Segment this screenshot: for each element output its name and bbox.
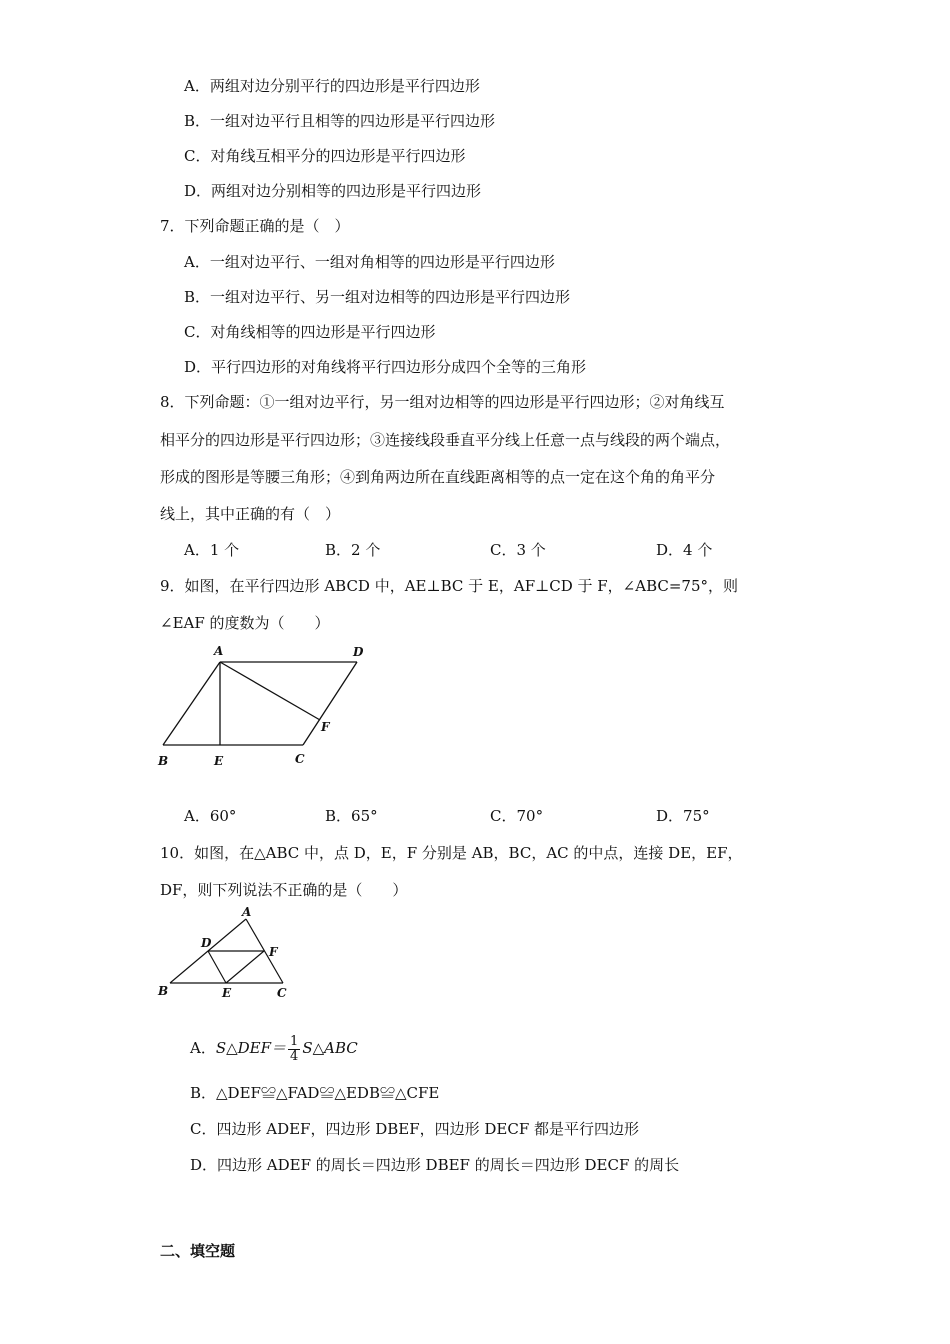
q9-stem-line2: ∠EAF 的度数为（ ） (160, 614, 330, 632)
q10-label-e: E (222, 986, 232, 1000)
q10-segment-de (208, 951, 226, 983)
q8-option-a: A．1 个 (184, 541, 240, 559)
section-title: 二、填空题 (160, 1242, 236, 1260)
q9-edge-ba (163, 662, 220, 745)
q9-label-f: F (321, 720, 330, 734)
q10-segment-ef (226, 951, 264, 983)
q9-label-b: B (158, 754, 169, 768)
q10-label-f: F (269, 945, 278, 959)
q8-stem-line2: 相平分的四边形是平行四边形；③连接线段垂直平分线上任意一点与线段的两个端点， (160, 431, 731, 449)
prev-option-b: B．一组对边平行且相等的四边形是平行四边形 (184, 112, 496, 130)
q8-option-c: C．3 个 (490, 541, 546, 559)
prev-option-d: D．两组对边分别相等的四边形是平行四边形 (184, 182, 482, 200)
q10-label-c: C (277, 986, 287, 1000)
q8-option-d: D．4 个 (656, 541, 713, 559)
prev-option-a: A．两组对边分别平行的四边形是平行四边形 (184, 77, 480, 95)
q10-option-a-prefix: A． (190, 1039, 216, 1057)
q9-label-e: E (214, 754, 224, 768)
q7-option-c: C．对角线相等的四边形是平行四边形 (184, 323, 436, 341)
q9-label-d: D (353, 645, 364, 659)
q10-option-a-numerator: 1 (290, 1033, 299, 1049)
q10-label-b: B (158, 984, 169, 998)
q9-option-b: B．65° (325, 807, 378, 825)
q10-stem-line2: DF，则下列说法不正确的是（ ） (160, 881, 408, 899)
q8-stem-line3: 形成的图形是等腰三角形；④到角两边所在直线距离相等的点一定在这个角的角平分 (160, 468, 716, 486)
q10-option-b: B．△DEF≌△FAD≌△EDB≌△CFE (190, 1084, 440, 1102)
q10-option-a-fraction (288, 1035, 300, 1064)
q10-label-a: A (242, 905, 252, 919)
q7-option-a: A．一组对边平行、一组对角相等的四边形是平行四边形 (184, 253, 555, 271)
q10-option-a-right: S△ABC (302, 1039, 358, 1057)
q9-option-a: A．60° (184, 807, 237, 825)
q10-triangle-figure (150, 902, 310, 1007)
q9-option-d: D．75° (656, 807, 710, 825)
q10-label-d: D (201, 936, 212, 950)
q8-option-b: B．2 个 (325, 541, 381, 559)
q10-option-d: D．四边形 ADEF 的周长＝四边形 DBEF 的周长＝四边形 DECF 的周长 (190, 1156, 680, 1174)
q7-option-b: B．一组对边平行、另一组对边相等的四边形是平行四边形 (184, 288, 571, 306)
q9-parallelogram-figure (150, 640, 380, 775)
q10-option-a-left: S△DEF＝ (215, 1039, 287, 1057)
q9-label-a: A (214, 644, 224, 658)
q7-option-d: D．平行四边形的对角线将平行四边形分成四个全等的三角形 (184, 358, 587, 376)
q7-stem: 7．下列命题正确的是（ ） (160, 217, 350, 235)
prev-option-c: C．对角线互相平分的四边形是平行四边形 (184, 147, 466, 165)
q9-option-c: C．70° (490, 807, 544, 825)
q8-stem-line4: 线上，其中正确的有（ ） (160, 505, 341, 523)
q10-option-c: C．四边形 ADEF，四边形 DBEF，四边形 DECF 都是平行四边形 (190, 1120, 640, 1138)
q9-label-c: C (295, 752, 305, 766)
q8-stem-line1: 8．下列命题：①一组对边平行，另一组对边相等的四边形是平行四边形；②对角线互 (160, 393, 725, 411)
q10-stem-line1: 10．如图，在△ABC 中，点 D，E，F 分别是 AB，BC，AC 的中点，连接 DE，EF， (160, 844, 743, 862)
q10-option-a-denominator: 4 (290, 1048, 299, 1064)
q10-option-a (190, 1034, 358, 1064)
q9-stem-line1: 9．如图，在平行四边形 ABCD 中，AE⊥BC 于 E，AF⊥CD 于 F，∠ABC=75°，则 (160, 577, 739, 595)
q9-segment-af (220, 662, 320, 720)
q9-edge-dc (303, 662, 357, 745)
